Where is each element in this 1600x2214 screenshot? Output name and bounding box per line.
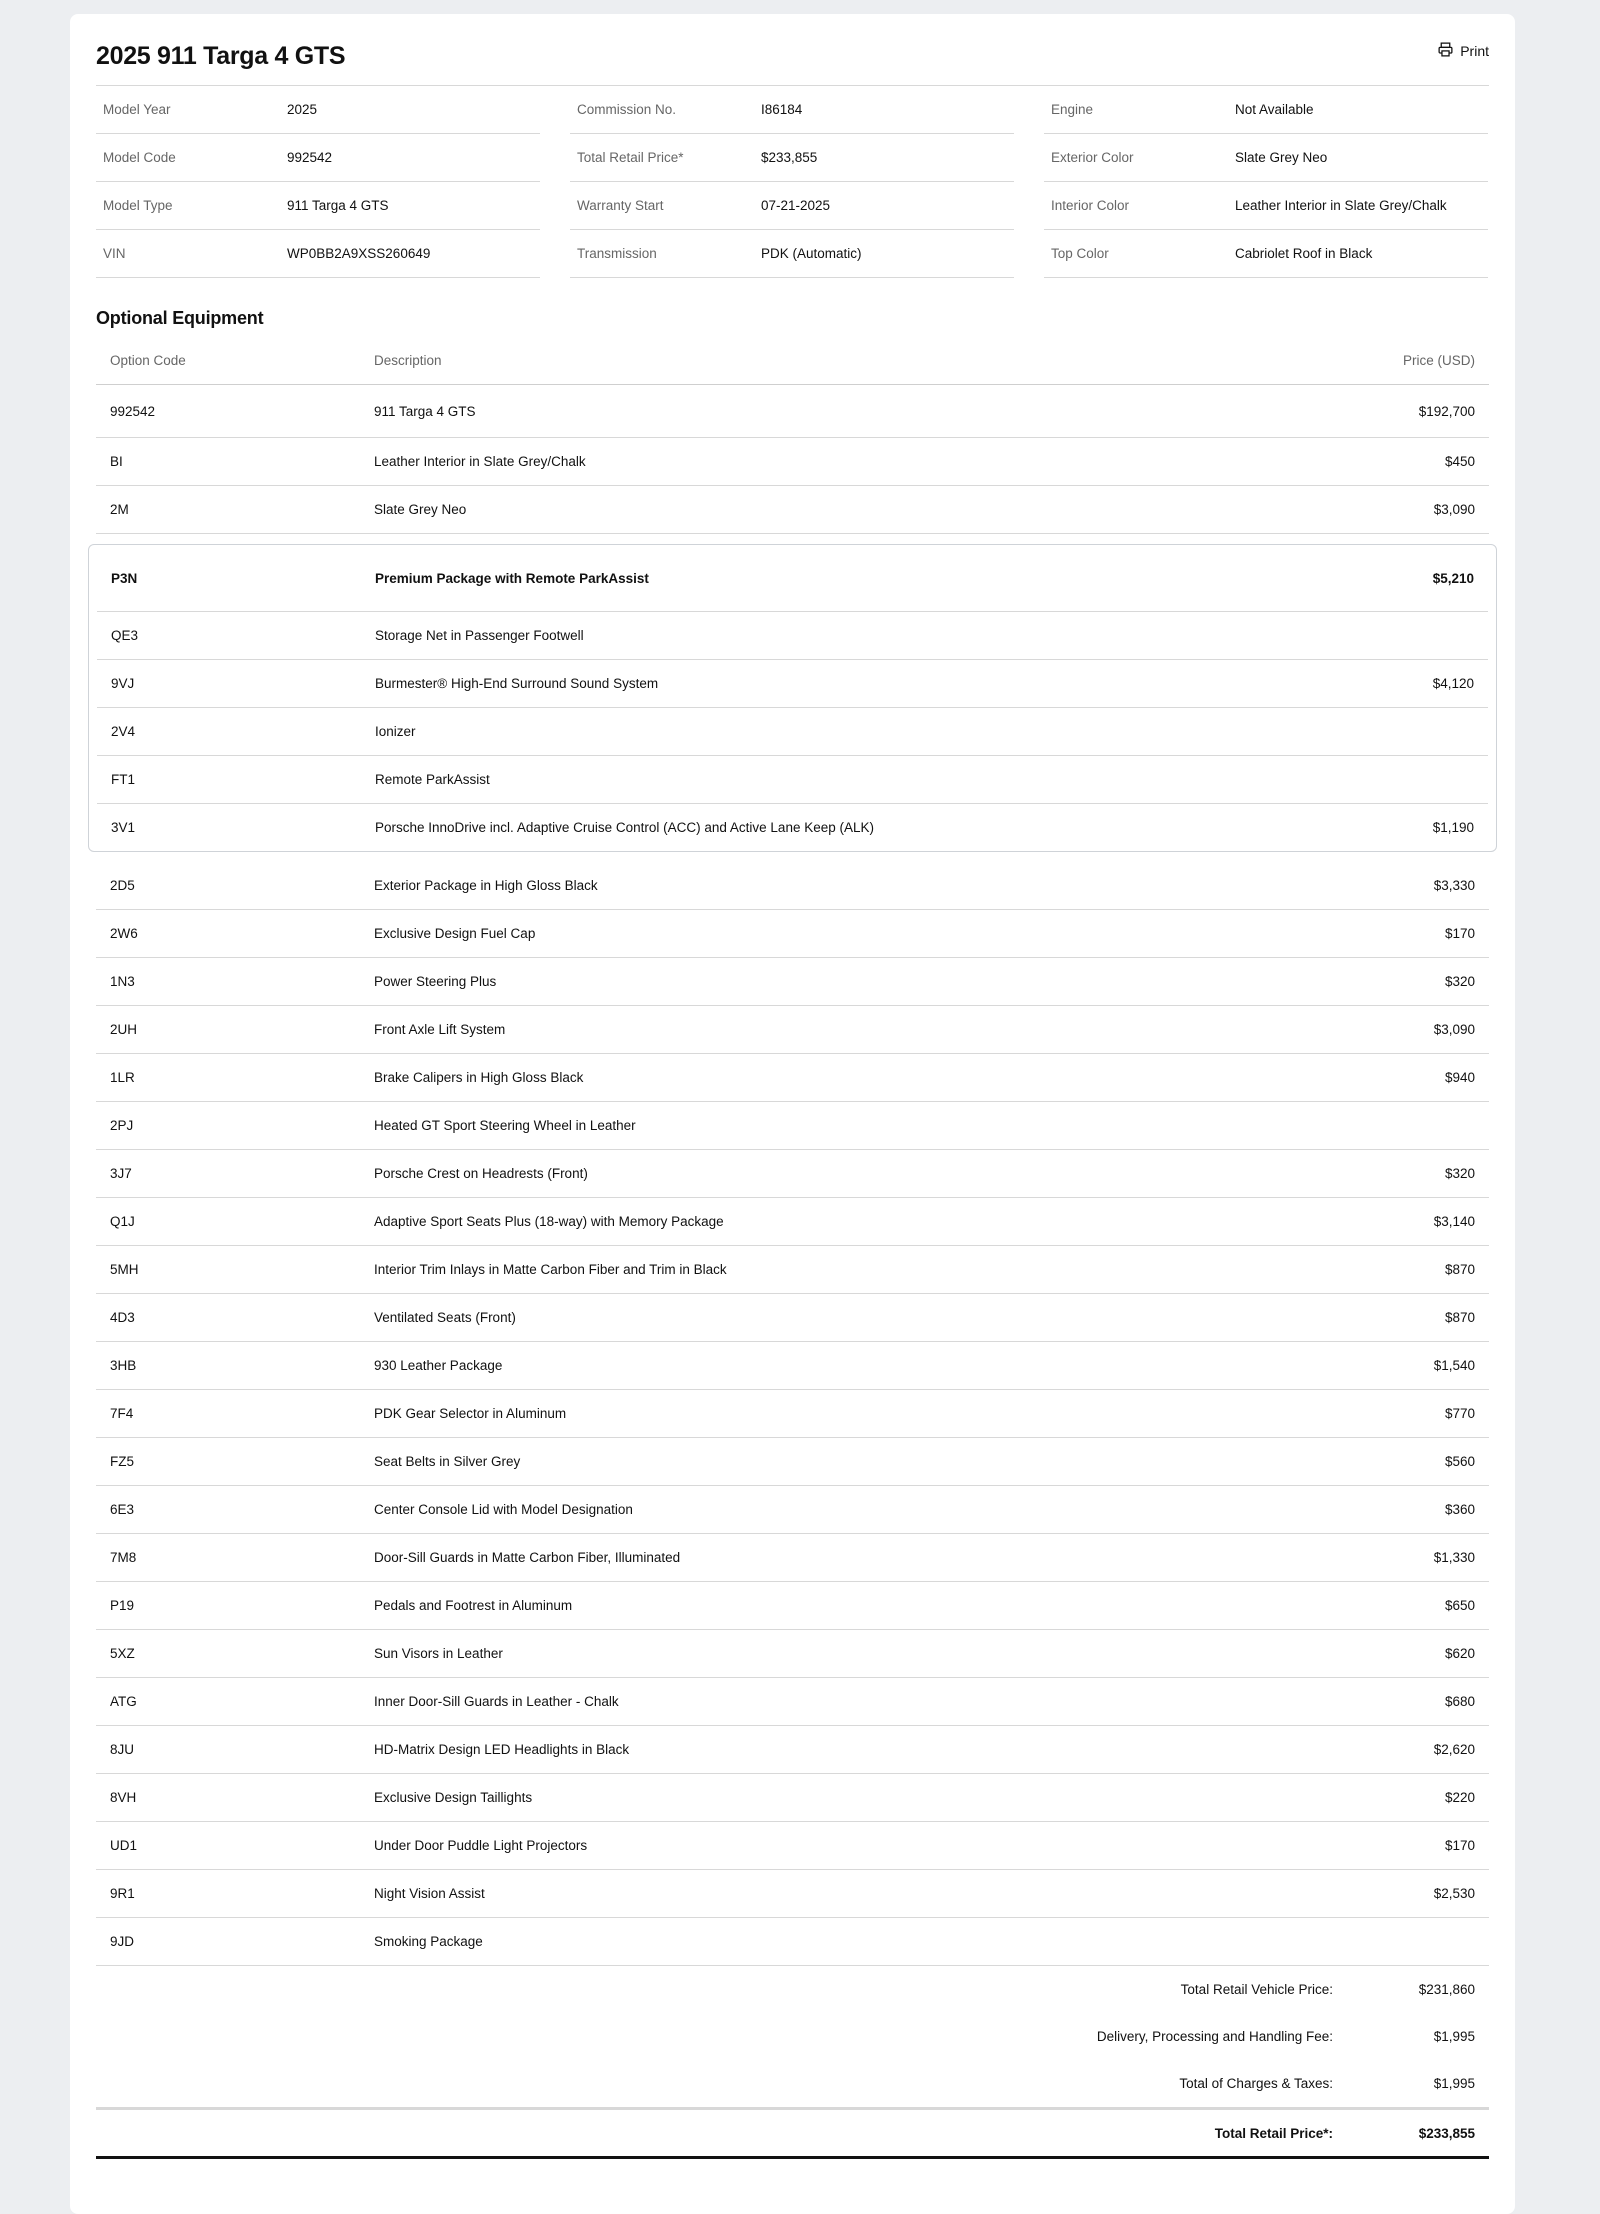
table-row: [96, 958, 1489, 1006]
spec-value: Not Available: [1235, 102, 1314, 117]
option-code: UD1: [110, 1838, 138, 1853]
option-code: 2W6: [110, 926, 138, 941]
option-code: 7M8: [110, 1550, 137, 1565]
table-row: [96, 1678, 1489, 1726]
option-code: 2V4: [111, 724, 136, 739]
options-list: [96, 862, 1489, 1966]
spec-label: Exterior Color: [1051, 150, 1134, 165]
package-item-row: [97, 708, 1488, 756]
option-description: PDK Gear Selector in Aluminum: [374, 1406, 567, 1421]
spec-label: Top Color: [1051, 246, 1109, 261]
table-row: [96, 1054, 1489, 1102]
spec-value: 992542: [287, 150, 333, 165]
option-code: 992542: [110, 403, 156, 419]
option-code: 9R1: [110, 1886, 135, 1901]
spec-value: $233,855: [761, 150, 818, 165]
spec-row: [96, 182, 540, 230]
option-price: $1,540: [1433, 1358, 1475, 1373]
spec-row: [570, 182, 1014, 230]
table-row: [96, 1534, 1489, 1582]
totals: [96, 1966, 1489, 2107]
option-code: 2UH: [110, 1022, 138, 1037]
option-price: $680: [1444, 1694, 1475, 1709]
option-price: $320: [1444, 974, 1475, 989]
package-items: [97, 612, 1488, 851]
spec-value: Cabriolet Roof in Black: [1235, 246, 1373, 261]
spec-row: [1044, 86, 1488, 134]
option-price: $770: [1444, 1406, 1475, 1421]
option-price: $1,330: [1433, 1550, 1475, 1565]
spec-value: I86184: [761, 102, 803, 117]
spec-column: [570, 86, 1014, 278]
print-label: Print: [1460, 43, 1489, 59]
page-title: 2025 911 Targa 4 GTS: [96, 42, 346, 70]
spec-label: Engine: [1051, 102, 1094, 117]
section-title: Optional Equipment: [96, 308, 264, 328]
table-row: [96, 862, 1489, 910]
total-value: $1,995: [1433, 2029, 1475, 2044]
options-table: [96, 336, 1489, 2159]
spec-label: Transmission: [577, 246, 657, 261]
column-header-description: Description: [374, 352, 442, 368]
total-label: Total of Charges & Taxes:: [1179, 2076, 1333, 2091]
option-price: $3,090: [1433, 502, 1475, 517]
option-price: $4,120: [1432, 676, 1474, 691]
spec-label: VIN: [103, 246, 126, 261]
option-price: $170: [1444, 926, 1475, 941]
spec-label: Model Year: [103, 102, 171, 117]
option-code: 5MH: [110, 1262, 139, 1277]
table-row: [96, 1918, 1489, 1966]
vehicle-specs: [96, 86, 1489, 278]
spec-value: PDK (Automatic): [761, 246, 862, 261]
spec-value: Slate Grey Neo: [1235, 150, 1328, 165]
option-code: FT1: [111, 772, 136, 787]
spec-row: [570, 134, 1014, 182]
table-row: [96, 910, 1489, 958]
option-description: Remote ParkAssist: [375, 772, 490, 787]
spec-row: [1044, 182, 1488, 230]
option-description: Door-Sill Guards in Matte Carbon Fiber, Illuminated: [374, 1550, 681, 1565]
option-price: $3,330: [1433, 878, 1475, 893]
option-price: $192,700: [1418, 403, 1475, 419]
package-item-row: [97, 804, 1488, 851]
option-code: 4D3: [110, 1310, 135, 1325]
options-list: [96, 385, 1489, 534]
table-row: [96, 1870, 1489, 1918]
table-row: [96, 1006, 1489, 1054]
table-row: [96, 1150, 1489, 1198]
option-price: $870: [1444, 1310, 1475, 1325]
spec-value: WP0BB2A9XSS260649: [287, 246, 431, 261]
table-row: [96, 1822, 1489, 1870]
option-description: Under Door Puddle Light Projectors: [374, 1838, 588, 1853]
spec-column: [96, 86, 540, 278]
option-code: 8JU: [110, 1742, 135, 1757]
option-description: 911 Targa 4 GTS: [374, 403, 476, 419]
option-description: Slate Grey Neo: [374, 502, 467, 517]
table-row: [96, 1438, 1489, 1486]
option-description: Ventilated Seats (Front): [374, 1310, 516, 1325]
table-row: [96, 385, 1489, 438]
vehicle-sheet: [70, 14, 1515, 2214]
option-price: $450: [1444, 454, 1475, 469]
option-price: $320: [1444, 1166, 1475, 1181]
spec-row: [1044, 230, 1488, 278]
option-code: 2PJ: [110, 1118, 134, 1133]
option-description: Sun Visors in Leather: [374, 1646, 503, 1661]
option-description: 930 Leather Package: [374, 1358, 503, 1373]
package-item-row: [97, 660, 1488, 708]
option-description: Adaptive Sport Seats Plus (18-way) with Memory Package: [374, 1214, 724, 1229]
total-row: [96, 2060, 1489, 2107]
option-code: 7F4: [110, 1406, 134, 1421]
option-code: Q1J: [110, 1214, 135, 1229]
option-price: $940: [1444, 1070, 1475, 1085]
table-row: [96, 1486, 1489, 1534]
table-row: [96, 1390, 1489, 1438]
spec-value: Leather Interior in Slate Grey/Chalk: [1235, 198, 1447, 213]
option-code: 3J7: [110, 1166, 132, 1181]
table-row: [96, 1294, 1489, 1342]
total-label: Total Retail Vehicle Price:: [1180, 1982, 1333, 1997]
option-code: QE3: [111, 628, 139, 643]
table-row: [96, 1198, 1489, 1246]
option-description: Front Axle Lift System: [374, 1022, 506, 1037]
spec-row: [96, 230, 540, 278]
option-description: Exclusive Design Taillights: [374, 1790, 533, 1805]
option-price: $360: [1444, 1502, 1475, 1517]
column-header-price: Price (USD): [1402, 352, 1475, 368]
spec-row: [570, 230, 1014, 278]
spec-label: Interior Color: [1051, 198, 1130, 213]
spec-value: 07-21-2025: [761, 198, 831, 213]
table-header: [96, 336, 1489, 385]
option-code: 5XZ: [110, 1646, 135, 1661]
option-price: $650: [1444, 1598, 1475, 1613]
option-price: $1,190: [1432, 820, 1474, 835]
table-row: [96, 1582, 1489, 1630]
option-description: Ionizer: [375, 724, 416, 739]
option-price: $3,140: [1433, 1214, 1475, 1229]
package-item-row: [97, 612, 1488, 660]
spec-label: Warranty Start: [577, 198, 664, 213]
spec-label: Model Type: [103, 198, 173, 213]
option-price: $560: [1444, 1454, 1475, 1469]
option-price: $870: [1444, 1262, 1475, 1277]
table-row: [96, 1774, 1489, 1822]
option-code: 1N3: [110, 974, 135, 989]
option-price: $2,530: [1433, 1886, 1475, 1901]
option-description: Power Steering Plus: [374, 974, 497, 989]
option-price: $5,210: [1432, 570, 1474, 586]
option-description: Burmester® High-End Surround Sound System: [375, 676, 659, 691]
option-price: $3,090: [1433, 1022, 1475, 1037]
option-description: Exterior Package in High Gloss Black: [374, 878, 598, 893]
spec-label: Commission No.: [577, 102, 677, 117]
option-description: Interior Trim Inlays in Matte Carbon Fiber and Trim in Black: [374, 1262, 727, 1277]
option-description: Porsche InnoDrive incl. Adaptive Cruise Control (ACC) and Active Lane Keep (ALK): [375, 820, 874, 835]
option-code: 1LR: [110, 1070, 135, 1085]
table-row: [96, 486, 1489, 534]
option-price: $220: [1444, 1790, 1475, 1805]
table-row: [96, 1342, 1489, 1390]
table-row: [96, 438, 1489, 486]
grand-total-value: $233,855: [1418, 2125, 1475, 2141]
spec-value: 2025: [287, 102, 318, 117]
print-button[interactable]: [1437, 40, 1489, 62]
option-code: 9VJ: [111, 676, 135, 691]
option-price: $620: [1444, 1646, 1475, 1661]
option-description: HD-Matrix Design LED Headlights in Black: [374, 1742, 630, 1757]
option-code: 3HB: [110, 1358, 137, 1373]
package-group: [88, 544, 1497, 852]
spec-row: [96, 86, 540, 134]
option-description: Smoking Package: [374, 1934, 483, 1949]
option-description: Night Vision Assist: [374, 1886, 485, 1901]
total-row: [96, 2013, 1489, 2060]
table-row: [96, 1630, 1489, 1678]
spec-column: [1044, 86, 1488, 278]
option-description: Brake Calipers in High Gloss Black: [374, 1070, 584, 1085]
option-code: FZ5: [110, 1454, 135, 1469]
table-row: [96, 1726, 1489, 1774]
option-code: 3V1: [111, 820, 136, 835]
option-description: Center Console Lid with Model Designation: [374, 1502, 633, 1517]
option-description: Premium Package with Remote ParkAssist: [375, 570, 649, 586]
total-label: Delivery, Processing and Handling Fee:: [1096, 2029, 1333, 2044]
option-price: $170: [1444, 1838, 1475, 1853]
option-description: Leather Interior in Slate Grey/Chalk: [374, 454, 586, 469]
option-code: P19: [110, 1598, 135, 1613]
option-code: BI: [110, 454, 123, 469]
table-row: [96, 1246, 1489, 1294]
column-header-code: Option Code: [110, 352, 186, 368]
option-description: Storage Net in Passenger Footwell: [375, 628, 584, 643]
grand-total-row: [96, 2107, 1489, 2159]
option-description: Pedals and Footrest in Aluminum: [374, 1598, 573, 1613]
grand-total-label: Total Retail Price*:: [1214, 2125, 1333, 2141]
total-value: $231,860: [1418, 1982, 1475, 1997]
spec-value: 911 Targa 4 GTS: [287, 198, 389, 213]
option-description: Porsche Crest on Headrests (Front): [374, 1166, 588, 1181]
spec-row: [96, 134, 540, 182]
table-row: [96, 1102, 1489, 1150]
total-row: [96, 1966, 1489, 2013]
option-price: $2,620: [1433, 1742, 1475, 1757]
option-code: P3N: [111, 570, 138, 586]
printer-icon: [1437, 41, 1454, 61]
package-item-row: [97, 756, 1488, 804]
option-description: Heated GT Sport Steering Wheel in Leather: [374, 1118, 636, 1133]
option-code: 6E3: [110, 1502, 135, 1517]
spec-label: Total Retail Price*: [577, 150, 684, 165]
option-description: Inner Door-Sill Guards in Leather - Chalk: [374, 1694, 619, 1709]
option-code: ATG: [110, 1694, 137, 1709]
total-value: $1,995: [1433, 2076, 1475, 2091]
option-description: Seat Belts in Silver Grey: [374, 1454, 521, 1469]
spec-row: [570, 86, 1014, 134]
spec-row: [1044, 134, 1488, 182]
option-code: 9JD: [110, 1934, 135, 1949]
option-code: 2M: [110, 502, 129, 517]
option-code: 2D5: [110, 878, 135, 893]
spec-label: Model Code: [103, 150, 176, 165]
package-row: [97, 545, 1488, 612]
option-description: Exclusive Design Fuel Cap: [374, 926, 536, 941]
option-code: 8VH: [110, 1790, 137, 1805]
